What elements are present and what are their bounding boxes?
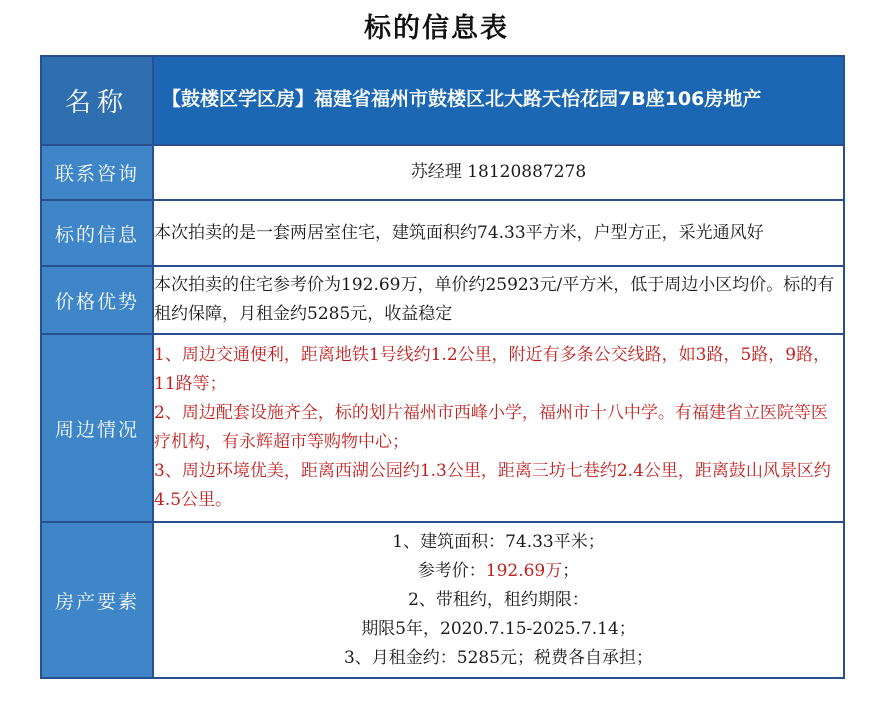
value-name: 【鼓楼区学区房】福建省福州市鼓楼区北大路天怡花园7B座106房地产 — [153, 56, 844, 145]
row-name — [41, 56, 844, 145]
price-suffix: ； — [562, 560, 580, 581]
surroundings-item: 2、周边配套设施齐全，标的划片福州市西峰小学，福州市十八中学。有福建省立医院等医疗机构，有永辉超市等购物中心； — [154, 403, 828, 452]
page-title: 标的信息表 — [364, 13, 509, 44]
row-elements — [41, 522, 844, 678]
info-table — [40, 55, 845, 679]
label-elements: 房产要素 — [41, 522, 153, 678]
elements-line: 3、月租金约：5285元；税费各自承担； — [343, 647, 654, 668]
price-prefix: 参考价： — [417, 560, 486, 581]
value-info: 本次拍卖的是一套两居室住宅，建筑面积约74.33平方米，户型方正，采光通风好 — [153, 200, 844, 266]
elements-line: 1、建筑面积：74.33平米； — [392, 531, 605, 552]
label-contact: 联系咨询 — [41, 145, 153, 200]
label-info: 标的信息 — [41, 200, 153, 266]
surroundings-item: 3、周边环境优美，距离西湖公园约1.3公里，距离三坊七巷约2.4公里，距离鼓山风景区约4.5公里。 — [154, 461, 831, 510]
elements-line: 2、带租约，租约期限： — [408, 589, 589, 610]
label-surroundings: 周边情况 — [41, 334, 153, 522]
value-surroundings — [153, 334, 844, 522]
row-info — [41, 200, 844, 266]
value-price: 本次拍卖的住宅参考价为192.69万，单价约25923元/平方米，低于周边小区均价。标的有租约保障，月租金约5285元，收益稳定 — [153, 266, 844, 334]
value-contact: 苏经理 18120887278 — [153, 145, 844, 200]
elements-line: 期限5年，2020.7.15-2025.7.14； — [361, 618, 636, 639]
row-price — [41, 266, 844, 334]
row-contact — [41, 145, 844, 200]
row-surroundings — [41, 334, 844, 522]
value-elements — [153, 522, 844, 678]
label-price: 价格优势 — [41, 266, 153, 334]
surroundings-item: 1、周边交通便利，距离地铁1号线约1.2公里，附近有多条公交线路，如3路，5路，9路，11路等； — [154, 345, 831, 394]
elements-line — [154, 557, 843, 586]
label-name: 名称 — [41, 56, 153, 145]
price-value: 192.69万 — [485, 560, 563, 581]
